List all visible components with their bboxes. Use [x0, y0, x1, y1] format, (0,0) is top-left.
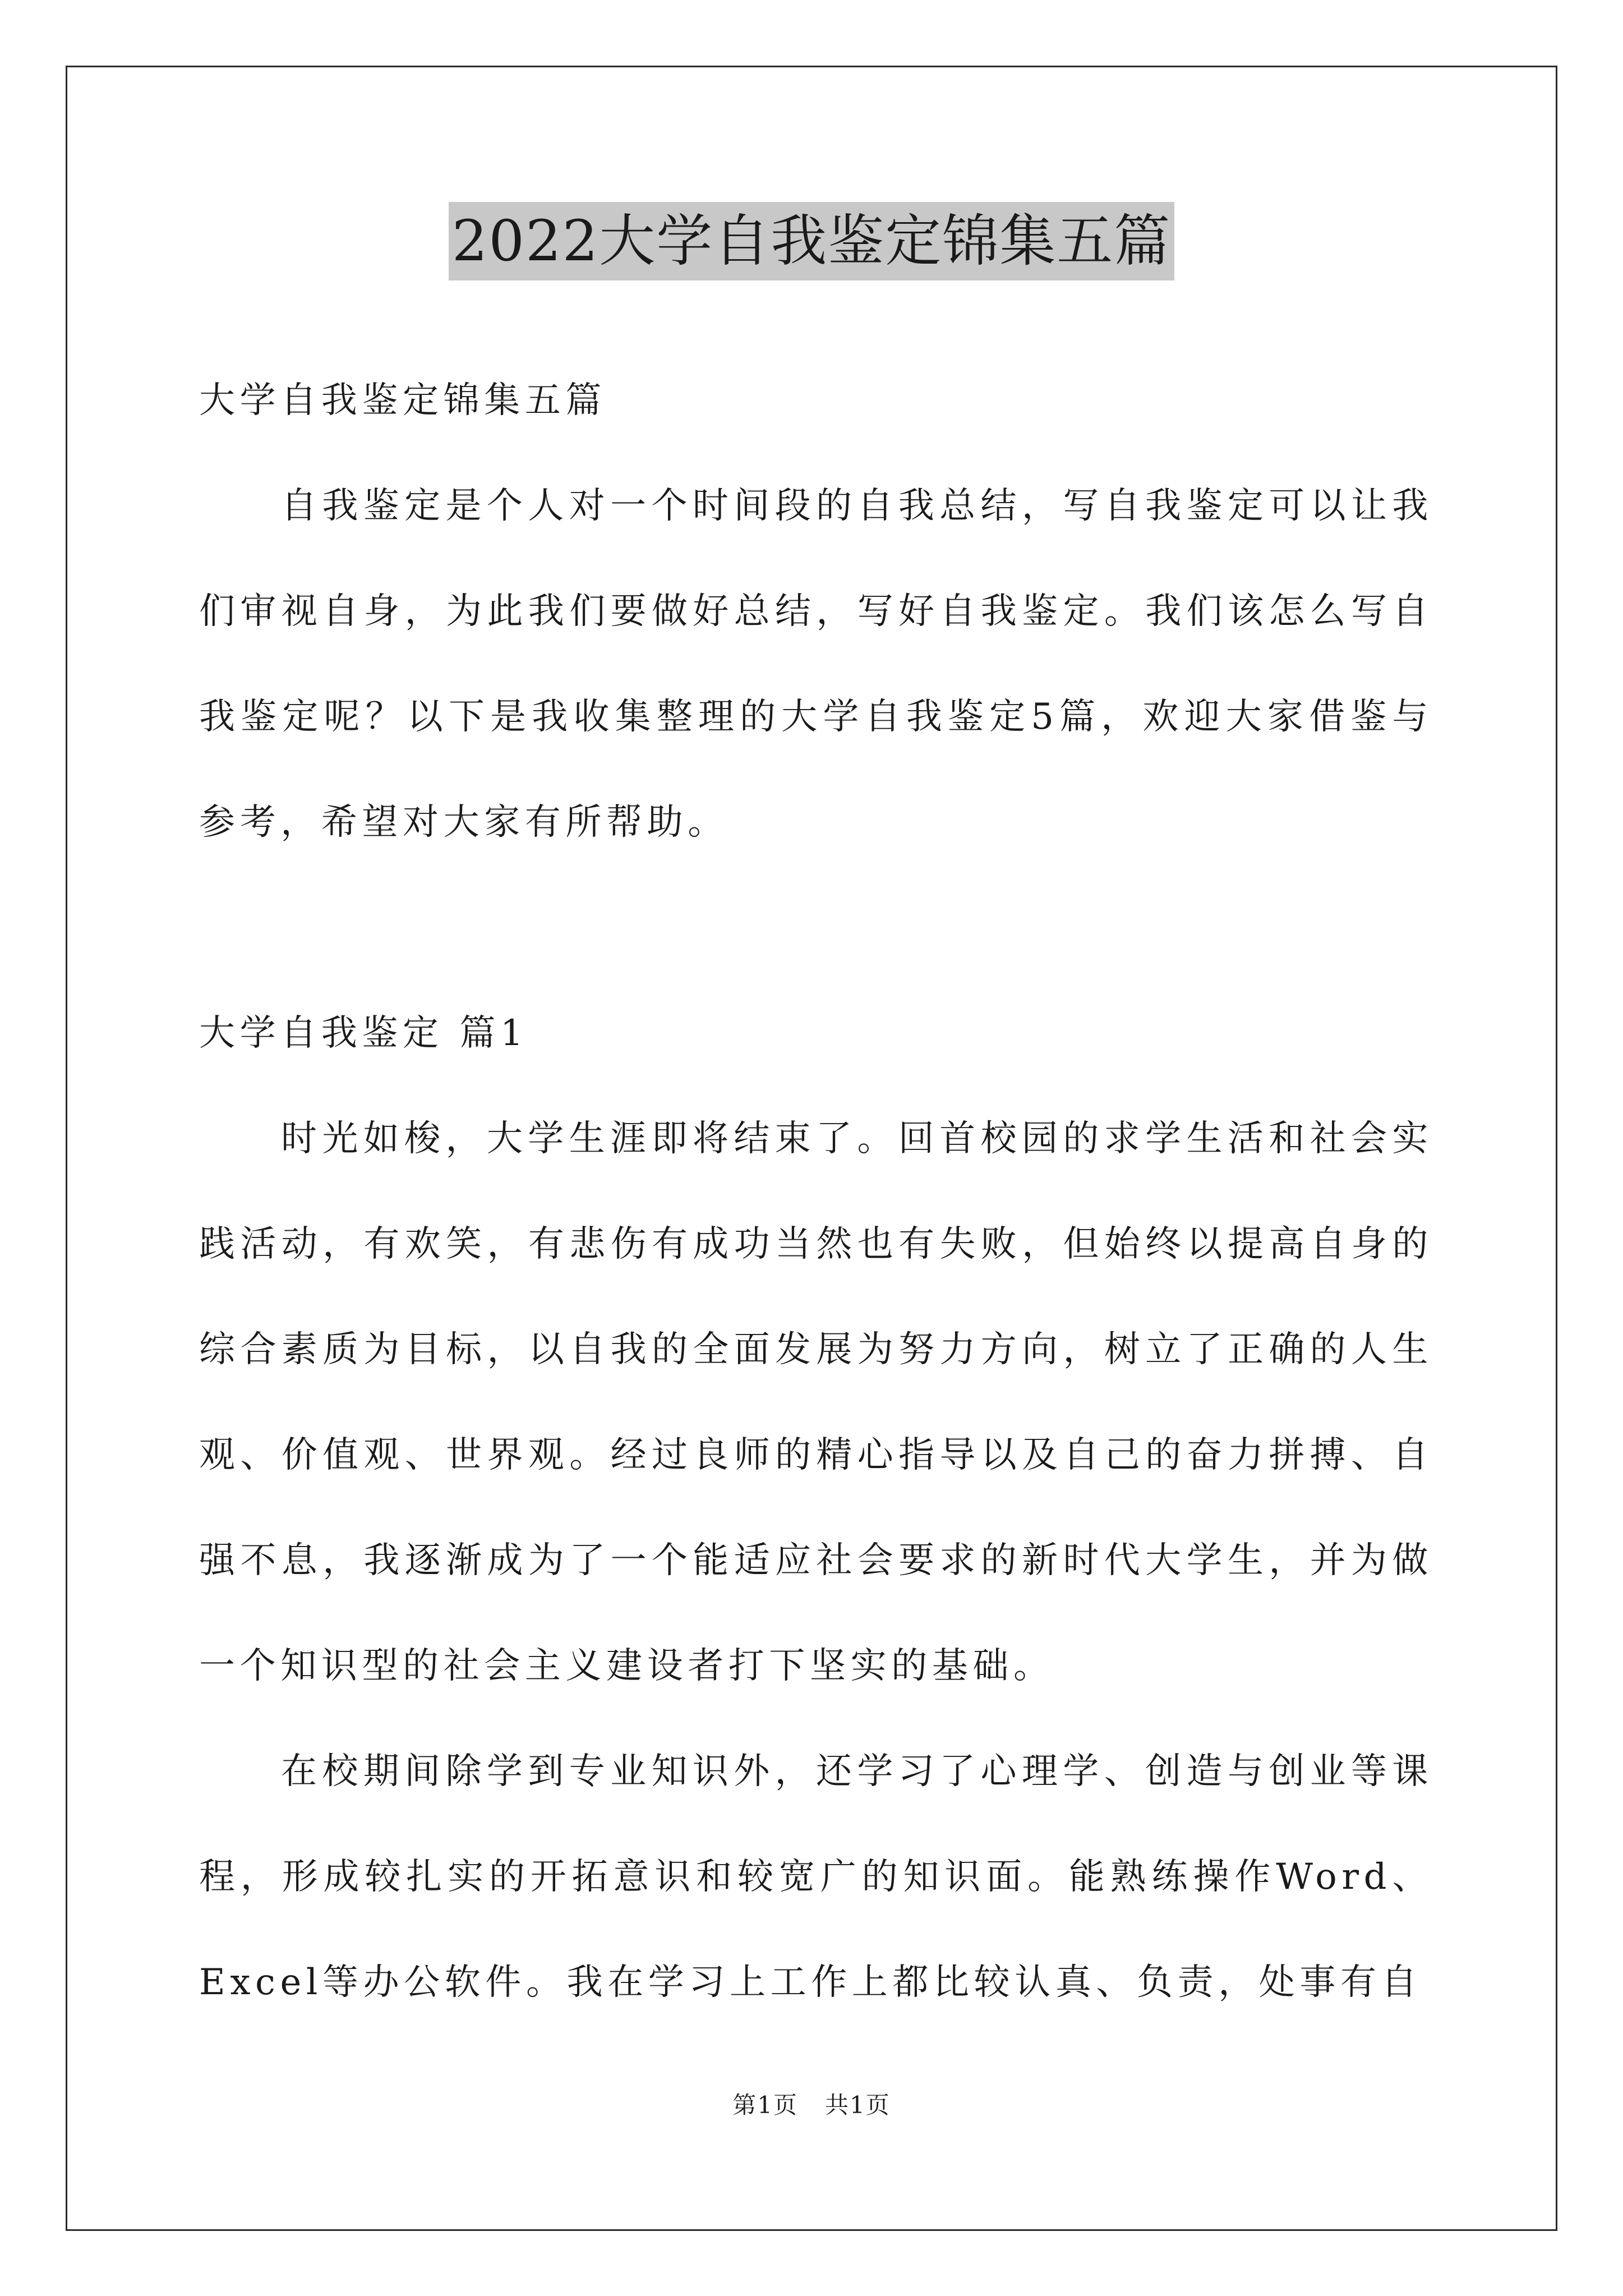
document-subtitle: 大学自我鉴定锦集五篇 — [199, 380, 606, 421]
intro-paragraph: 自我鉴定是个人对一个时间段的自我总结，写自我鉴定可以让我们审视自身，为此我们要做好总结，写好自我鉴定。我们该怎么写自我鉴定呢？以下是我收集整理的大学自我鉴定5篇，欢迎大家借鉴与参考，希望对大家有所帮助。 — [199, 485, 1433, 843]
document-body — [199, 348, 1433, 2035]
section-heading: 大学自我鉴定 篇1 — [199, 1013, 528, 1054]
page-number: 第1页 — [732, 2091, 798, 2119]
page-total: 共1页 — [825, 2091, 891, 2119]
document-title: 2022大学自我鉴定锦集五篇 — [449, 202, 1175, 280]
title-container — [0, 202, 1623, 280]
page-footer — [0, 2087, 1623, 2120]
body-paragraph: 在校期间除学到专业知识外，还学习了心理学、创造与创业等课程，形成较扎实的开拓意识和较宽广的知识面。能熟练操作Word、Excel等办公软件。我在学习上工作上都比较认真、负责，处事有自 — [199, 1751, 1433, 2003]
section-spacer — [199, 875, 1433, 981]
body-paragraph: 时光如梭，大学生涯即将结束了。回首校园的求学生活和社会实践活动，有欢笑，有悲伤有成功当然也有失败，但始终以提高自身的综合素质为目标，以自我的全面发展为努力方向，树立了正确的人生观、价值观、世界观。经过良师的精心指导以及自己的奋力拼搏、自强不息，我逐渐成为了一个能适应社会要求的新时代大学生，并为做一个知识型的社会主义建设者打下坚实的基础。 — [199, 1118, 1433, 1687]
